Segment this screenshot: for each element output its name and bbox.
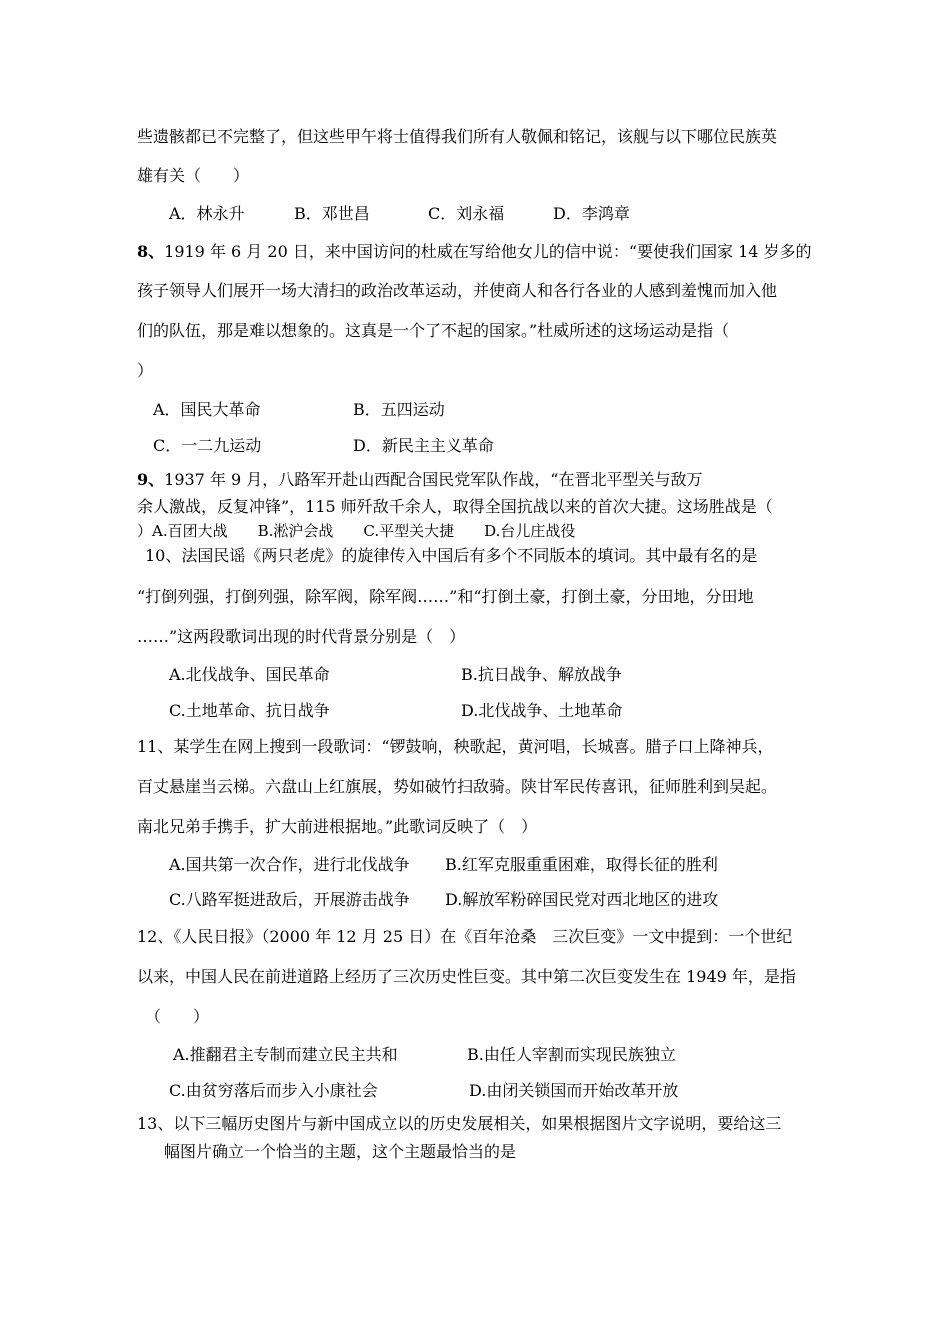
q7-option-d: D．李鸿章	[553, 204, 630, 223]
q12-option-c: C.由贫穷落后而步入小康社会	[169, 1081, 378, 1100]
q9-number: 9、	[137, 470, 165, 489]
q8-number: 8、	[137, 242, 165, 261]
q7-line-2: 雄有关（ ）	[137, 166, 250, 185]
q8-option-c: C．一二九运动	[153, 436, 262, 455]
q12-line-1: 12、《人民日报》（2000 年 12 月 25 日）在《百年沧桑 三次巨变》一文中提到：一个世纪	[137, 927, 793, 946]
q11-line-3: 南北兄弟手携手，扩大前进根据地。”此歌词反映了（ ）	[137, 817, 538, 836]
q10-option-d: D.北伐战争、土地革命	[461, 701, 623, 720]
q11-option-d: D.解放军粉碎国民党对西北地区的进攻	[445, 890, 719, 909]
q8-line-2: 孩子领导人们展开一场大清扫的政治改革运动，并使商人和各行各业的人感到羞愧而加入他	[137, 281, 778, 300]
q8-line-1	[137, 242, 812, 262]
q7-option-c: C．刘永福	[428, 204, 505, 223]
q11-option-c: C.八路军挺进敌后，开展游击战争	[169, 890, 410, 909]
q11-option-b: B.红军克服重重困难，取得长征的胜利	[445, 855, 718, 874]
q10-line-2: “打倒列强，打倒列强，除军阀，除军阀……”和“打倒土豪，打倒土豪，分田地，分田地	[137, 587, 754, 606]
q8-line-4: ）	[137, 361, 154, 380]
q11-line-1: 11、某学生在网上搜到一段歌词：“锣鼓响，秧歌起，黄河唱，长城喜。腊子口上降神兵，	[137, 737, 774, 756]
q7-line-1: 些遗骸都已不完整了，但这些甲午将士值得我们所有人敬佩和铭记，该舰与以下哪位民族英	[137, 127, 778, 146]
q12-line-3: （ ）	[145, 1007, 210, 1026]
q12-line-2: 以来，中国人民在前进道路上经历了三次历史性巨变。其中第二次巨变发生在 1949 年，是指	[137, 967, 796, 986]
q8-option-d: D．新民主主义革命	[353, 436, 494, 455]
q12-option-a: A.推翻君主专制而建立民主共和	[173, 1045, 398, 1064]
q10-line-3: ……”这两段歌词出现的时代背景分别是（ ）	[137, 627, 466, 646]
q9-line-3: ）A.百团大战 B.淞沪会战 C.平型关大捷 D.台儿庄战役	[137, 522, 576, 540]
q7-option-a: A．林永升	[169, 204, 245, 223]
q10-line-1: 10、法国民谣《两只老虎》的旋律传入中国后有多个不同版本的填词。其中最有名的是	[145, 546, 758, 565]
q12-option-b: B.由任人宰割而实现民族独立	[467, 1045, 676, 1064]
q10-option-b: B.抗日战争、解放战争	[461, 665, 622, 684]
q8-option-a: A．国民大革命	[153, 400, 261, 419]
q12-option-d: D.由闭关锁国而开始改革开放	[469, 1081, 679, 1100]
q10-option-a: A.北伐战争、国民革命	[169, 665, 330, 684]
q9-line-2: 余人激战，反复冲锋”，115 师歼敌千余人，取得全国抗战以来的首次大捷。这场胜战是（	[137, 497, 773, 516]
q11-option-a: A.国共第一次合作，进行北伐战争	[169, 855, 410, 874]
q13-line-2: 幅图片确立一个恰当的主题，这个主题最恰当的是	[164, 1142, 517, 1161]
q11-line-2: 百丈悬崖当云梯。六盘山上红旗展，势如破竹扫敌骑。陕甘军民传喜讯，征师胜利到吴起。	[137, 777, 778, 796]
q8-line-3: 们的队伍，那是难以想象的。这真是一个了不起的国家。”杜威所述的这场运动是指（	[137, 321, 730, 340]
q8-option-b: B．五四运动	[353, 400, 445, 419]
q9-line-1	[137, 470, 702, 490]
q13-line-1: 13、以下三幅历史图片与新中国成立以的历史发展相关，如果根据图片文字说明，要给这三	[137, 1114, 782, 1133]
q10-option-c: C.土地革命、抗日战争	[169, 701, 330, 720]
q9-text-1: 1937 年 9 月，八路军开赴山西配合国民党军队作战，“在晋北平型关与敌万	[164, 470, 703, 489]
q7-option-b: B．邓世昌	[294, 204, 370, 223]
q8-text-1: 1919 年 6 月 20 日，来中国访问的杜威在写给他女儿的信中说：“要使我们国家 14 岁多的	[164, 242, 812, 261]
